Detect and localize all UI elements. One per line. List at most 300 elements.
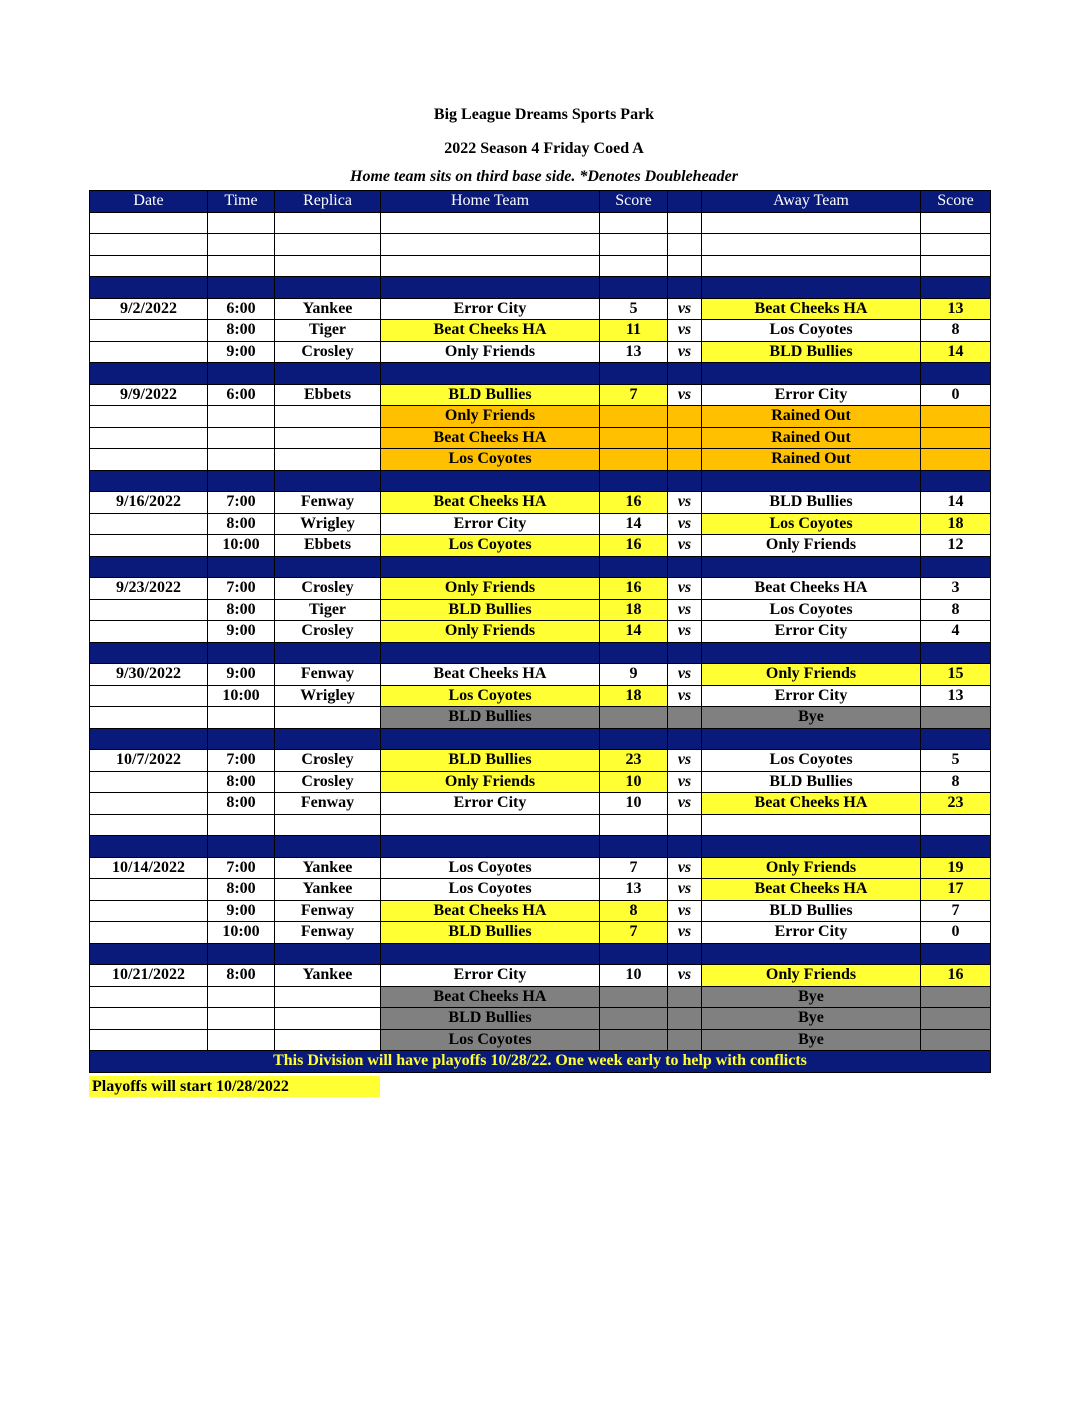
vs-label: vs: [668, 793, 702, 815]
home-score: 13: [600, 879, 668, 901]
vs-label: vs: [668, 857, 702, 879]
home-score: 18: [600, 685, 668, 707]
separator-cell: [275, 363, 381, 385]
separator-cell: [600, 470, 668, 492]
separator-cell: [275, 470, 381, 492]
rained-out-label: Rained Out: [702, 406, 921, 428]
game-row: [90, 298, 991, 320]
vs-label: vs: [668, 320, 702, 342]
game-row: [90, 535, 991, 557]
game-row: [90, 857, 991, 879]
blank-cell: [275, 255, 381, 277]
separator-cell: [668, 836, 702, 858]
game-time: 7:00: [208, 492, 275, 514]
blank-cell: [381, 234, 600, 256]
rained-out-label: Rained Out: [702, 449, 921, 471]
game-time: 9:00: [208, 341, 275, 363]
away-team: BLD Bullies: [702, 492, 921, 514]
separator-cell: [702, 728, 921, 750]
rained-out-row: [90, 449, 991, 471]
away-score: [921, 1008, 991, 1030]
blank-cell: [668, 814, 702, 836]
away-score: 13: [921, 298, 991, 320]
home-team: Beat Cheeks HA: [381, 900, 600, 922]
blank-row: [90, 234, 991, 256]
separator-cell: [90, 836, 208, 858]
blank-cell: [275, 234, 381, 256]
home-team: Error City: [381, 298, 600, 320]
week-separator-row: [90, 277, 991, 299]
separator-cell: [921, 728, 991, 750]
game-field: Ebbets: [275, 535, 381, 557]
away-score: 8: [921, 599, 991, 621]
game-field: Fenway: [275, 793, 381, 815]
separator-cell: [668, 943, 702, 965]
home-score: 14: [600, 513, 668, 535]
away-score: 15: [921, 664, 991, 686]
schedule-table: [89, 190, 991, 1073]
game-field: Crosley: [275, 771, 381, 793]
game-date: [90, 599, 208, 621]
game-field: Yankee: [275, 857, 381, 879]
blank-cell: [600, 255, 668, 277]
blank-cell: [921, 212, 991, 234]
rained-out-label: Rained Out: [702, 427, 921, 449]
blank-cell: [90, 255, 208, 277]
home-team: Los Coyotes: [381, 857, 600, 879]
separator-cell: [275, 277, 381, 299]
away-team: Beat Cheeks HA: [702, 879, 921, 901]
home-score: 18: [600, 599, 668, 621]
game-time: 6:00: [208, 384, 275, 406]
division-note: This Division will have playoffs 10/28/22. One week early to help with conflicts: [90, 1051, 991, 1073]
separator-cell: [275, 556, 381, 578]
home-team-note: Home team sits on third base side. *Denotes Doubleheader: [350, 168, 738, 185]
empty-cell: [90, 406, 208, 428]
away-score: 12: [921, 535, 991, 557]
empty-cell: [90, 707, 208, 729]
home-team: Los Coyotes: [381, 685, 600, 707]
game-time: 9:00: [208, 664, 275, 686]
vs-label: vs: [668, 750, 702, 772]
game-date: [90, 513, 208, 535]
game-field: Fenway: [275, 900, 381, 922]
vs-label: vs: [668, 664, 702, 686]
empty-cell: [275, 986, 381, 1008]
separator-cell: [381, 470, 600, 492]
blank-cell: [208, 234, 275, 256]
bye-label: Bye: [702, 986, 921, 1008]
separator-cell: [600, 728, 668, 750]
separator-cell: [275, 836, 381, 858]
vs-label: vs: [668, 341, 702, 363]
bye-row: [90, 707, 991, 729]
game-row: [90, 922, 991, 944]
vs-label: vs: [668, 879, 702, 901]
header-row: [90, 191, 991, 213]
home-score: 7: [600, 922, 668, 944]
separator-cell: [921, 470, 991, 492]
vs-label: vs: [668, 685, 702, 707]
game-row: [90, 513, 991, 535]
separator-cell: [921, 642, 991, 664]
separator-cell: [702, 836, 921, 858]
game-field: Ebbets: [275, 384, 381, 406]
vs-label: [668, 1008, 702, 1030]
vs-label: [668, 986, 702, 1008]
home-team: Los Coyotes: [381, 535, 600, 557]
bye-row: [90, 1008, 991, 1030]
game-row: [90, 341, 991, 363]
separator-cell: [381, 556, 600, 578]
separator-cell: [90, 943, 208, 965]
home-team: BLD Bullies: [381, 384, 600, 406]
game-time: 8:00: [208, 320, 275, 342]
away-score: 14: [921, 341, 991, 363]
blank-cell: [208, 212, 275, 234]
home-team: Error City: [381, 513, 600, 535]
home-score: 11: [600, 320, 668, 342]
week-separator-row: [90, 642, 991, 664]
col-replica: Replica: [275, 191, 381, 213]
blank-cell: [921, 814, 991, 836]
week-separator-row: [90, 363, 991, 385]
home-team: Los Coyotes: [381, 449, 600, 471]
separator-cell: [208, 363, 275, 385]
home-team: BLD Bullies: [381, 599, 600, 621]
vs-label: vs: [668, 599, 702, 621]
vs-label: vs: [668, 965, 702, 987]
separator-cell: [702, 556, 921, 578]
bye-row: [90, 1029, 991, 1051]
separator-cell: [600, 277, 668, 299]
separator-cell: [90, 363, 208, 385]
home-score: [600, 1029, 668, 1051]
empty-cell: [275, 449, 381, 471]
separator-cell: [208, 556, 275, 578]
away-score: [921, 707, 991, 729]
empty-cell: [208, 449, 275, 471]
away-team: Only Friends: [702, 535, 921, 557]
blank-cell: [381, 814, 600, 836]
home-team: Beat Cheeks HA: [381, 492, 600, 514]
home-score: [600, 1008, 668, 1030]
game-field: Crosley: [275, 341, 381, 363]
game-date: [90, 922, 208, 944]
empty-cell: [90, 449, 208, 471]
away-score: 7: [921, 900, 991, 922]
separator-cell: [381, 363, 600, 385]
away-team: Beat Cheeks HA: [702, 793, 921, 815]
game-field: Wrigley: [275, 685, 381, 707]
vs-label: vs: [668, 922, 702, 944]
blank-cell: [668, 234, 702, 256]
game-time: 7:00: [208, 857, 275, 879]
home-team: BLD Bullies: [381, 707, 600, 729]
separator-cell: [668, 642, 702, 664]
col-date: Date: [90, 191, 208, 213]
away-score: 8: [921, 320, 991, 342]
blank-cell: [208, 814, 275, 836]
game-field: Yankee: [275, 965, 381, 987]
week-separator-row: [90, 943, 991, 965]
separator-cell: [702, 277, 921, 299]
separator-cell: [208, 470, 275, 492]
empty-cell: [208, 1008, 275, 1030]
game-time: 8:00: [208, 513, 275, 535]
game-field: Fenway: [275, 492, 381, 514]
separator-cell: [600, 363, 668, 385]
game-time: 8:00: [208, 879, 275, 901]
game-date: 9/2/2022: [90, 298, 208, 320]
game-date: [90, 341, 208, 363]
blank-cell: [702, 212, 921, 234]
vs-label: [668, 449, 702, 471]
home-score: 7: [600, 384, 668, 406]
home-score: [600, 406, 668, 428]
game-time: 7:00: [208, 578, 275, 600]
game-row: [90, 793, 991, 815]
home-team: Only Friends: [381, 578, 600, 600]
away-team: Error City: [702, 922, 921, 944]
separator-cell: [668, 363, 702, 385]
empty-cell: [90, 427, 208, 449]
game-date: [90, 685, 208, 707]
rained-out-row: [90, 427, 991, 449]
away-team: Error City: [702, 621, 921, 643]
away-score: 17: [921, 879, 991, 901]
separator-cell: [208, 836, 275, 858]
game-date: [90, 793, 208, 815]
blank-cell: [275, 814, 381, 836]
game-date: [90, 535, 208, 557]
bye-label: Bye: [702, 707, 921, 729]
separator-cell: [702, 642, 921, 664]
home-team: Only Friends: [381, 621, 600, 643]
blank-row: [90, 255, 991, 277]
separator-cell: [702, 943, 921, 965]
vs-label: vs: [668, 900, 702, 922]
empty-cell: [208, 406, 275, 428]
separator-cell: [381, 277, 600, 299]
game-time: 10:00: [208, 535, 275, 557]
away-team: Error City: [702, 384, 921, 406]
schedule-body: [90, 212, 991, 1051]
game-time: 9:00: [208, 900, 275, 922]
separator-cell: [275, 943, 381, 965]
separator-cell: [668, 470, 702, 492]
vs-label: vs: [668, 771, 702, 793]
bye-label: Bye: [702, 1008, 921, 1030]
away-score: 16: [921, 965, 991, 987]
away-score: 3: [921, 578, 991, 600]
season-title: 2022 Season 4 Friday Coed A: [444, 140, 644, 157]
game-date: [90, 771, 208, 793]
col-away-team: Away Team: [702, 191, 921, 213]
week-separator-row: [90, 728, 991, 750]
home-team: Only Friends: [381, 771, 600, 793]
empty-cell: [90, 1008, 208, 1030]
separator-cell: [921, 277, 991, 299]
vs-label: vs: [668, 621, 702, 643]
away-team: Los Coyotes: [702, 513, 921, 535]
park-title: Big League Dreams Sports Park: [433, 106, 655, 123]
col-vs: [668, 191, 702, 213]
home-score: 9: [600, 664, 668, 686]
home-score: [600, 986, 668, 1008]
separator-cell: [600, 642, 668, 664]
game-row: [90, 578, 991, 600]
game-row: [90, 965, 991, 987]
blank-cell: [600, 814, 668, 836]
game-field: Crosley: [275, 750, 381, 772]
game-date: 10/21/2022: [90, 965, 208, 987]
separator-cell: [90, 728, 208, 750]
week-separator-row: [90, 836, 991, 858]
away-team: Error City: [702, 685, 921, 707]
game-date: 9/23/2022: [90, 578, 208, 600]
home-score: 16: [600, 535, 668, 557]
away-score: 23: [921, 793, 991, 815]
game-row: [90, 320, 991, 342]
home-team: Only Friends: [381, 406, 600, 428]
away-score: [921, 406, 991, 428]
game-time: 10:00: [208, 685, 275, 707]
game-time: 8:00: [208, 599, 275, 621]
rained-out-row: [90, 406, 991, 428]
away-score: [921, 1029, 991, 1051]
away-team: Only Friends: [702, 965, 921, 987]
away-team: Only Friends: [702, 857, 921, 879]
empty-cell: [275, 707, 381, 729]
playoff-start-note: Playoffs will start 10/28/2022: [89, 1076, 380, 1097]
empty-cell: [208, 986, 275, 1008]
blank-cell: [668, 212, 702, 234]
away-score: 13: [921, 685, 991, 707]
game-field: Wrigley: [275, 513, 381, 535]
away-team: BLD Bullies: [702, 341, 921, 363]
game-row: [90, 664, 991, 686]
separator-cell: [381, 836, 600, 858]
home-score: [600, 427, 668, 449]
separator-cell: [381, 943, 600, 965]
game-row: [90, 599, 991, 621]
blank-cell: [275, 212, 381, 234]
separator-cell: [921, 556, 991, 578]
empty-cell: [275, 427, 381, 449]
separator-cell: [600, 943, 668, 965]
game-time: 8:00: [208, 965, 275, 987]
blank-cell: [381, 255, 600, 277]
home-score: 10: [600, 965, 668, 987]
home-score: [600, 707, 668, 729]
home-score: 13: [600, 341, 668, 363]
game-row: [90, 492, 991, 514]
vs-label: [668, 707, 702, 729]
empty-cell: [208, 707, 275, 729]
vs-label: vs: [668, 578, 702, 600]
game-date: [90, 900, 208, 922]
separator-cell: [668, 277, 702, 299]
away-score: [921, 427, 991, 449]
away-score: 5: [921, 750, 991, 772]
game-date: 9/9/2022: [90, 384, 208, 406]
home-team: Beat Cheeks HA: [381, 986, 600, 1008]
away-score: 0: [921, 922, 991, 944]
game-field: Yankee: [275, 298, 381, 320]
blank-row: [90, 814, 991, 836]
bye-label: Bye: [702, 1029, 921, 1051]
separator-cell: [668, 556, 702, 578]
blank-cell: [668, 255, 702, 277]
home-score: 8: [600, 900, 668, 922]
blank-cell: [90, 212, 208, 234]
home-score: 16: [600, 492, 668, 514]
game-date: [90, 879, 208, 901]
empty-cell: [90, 1029, 208, 1051]
blank-cell: [921, 234, 991, 256]
blank-cell: [600, 212, 668, 234]
game-field: Yankee: [275, 879, 381, 901]
blank-cell: [702, 814, 921, 836]
game-field: Fenway: [275, 664, 381, 686]
blank-cell: [702, 234, 921, 256]
separator-cell: [668, 728, 702, 750]
away-score: [921, 449, 991, 471]
blank-row: [90, 212, 991, 234]
home-score: 10: [600, 771, 668, 793]
home-team: Beat Cheeks HA: [381, 320, 600, 342]
home-team: Beat Cheeks HA: [381, 664, 600, 686]
home-team: Error City: [381, 965, 600, 987]
home-score: 5: [600, 298, 668, 320]
separator-cell: [275, 642, 381, 664]
game-time: 10:00: [208, 922, 275, 944]
away-team: Only Friends: [702, 664, 921, 686]
game-date: [90, 320, 208, 342]
separator-cell: [90, 470, 208, 492]
away-score: 19: [921, 857, 991, 879]
blank-cell: [90, 814, 208, 836]
game-field: Tiger: [275, 320, 381, 342]
game-date: 10/14/2022: [90, 857, 208, 879]
separator-cell: [275, 728, 381, 750]
blank-cell: [381, 212, 600, 234]
empty-cell: [208, 1029, 275, 1051]
separator-cell: [208, 642, 275, 664]
blank-cell: [702, 255, 921, 277]
empty-cell: [90, 986, 208, 1008]
separator-cell: [600, 556, 668, 578]
game-time: 9:00: [208, 621, 275, 643]
away-score: [921, 986, 991, 1008]
away-score: 4: [921, 621, 991, 643]
game-row: [90, 621, 991, 643]
separator-cell: [208, 943, 275, 965]
separator-cell: [702, 470, 921, 492]
home-team: BLD Bullies: [381, 922, 600, 944]
vs-label: vs: [668, 492, 702, 514]
game-date: 9/30/2022: [90, 664, 208, 686]
col-home-team: Home Team: [381, 191, 600, 213]
home-score: 14: [600, 621, 668, 643]
col-away-score: Score: [921, 191, 991, 213]
away-team: Beat Cheeks HA: [702, 298, 921, 320]
home-score: 23: [600, 750, 668, 772]
vs-label: vs: [668, 384, 702, 406]
home-score: 16: [600, 578, 668, 600]
separator-cell: [90, 277, 208, 299]
